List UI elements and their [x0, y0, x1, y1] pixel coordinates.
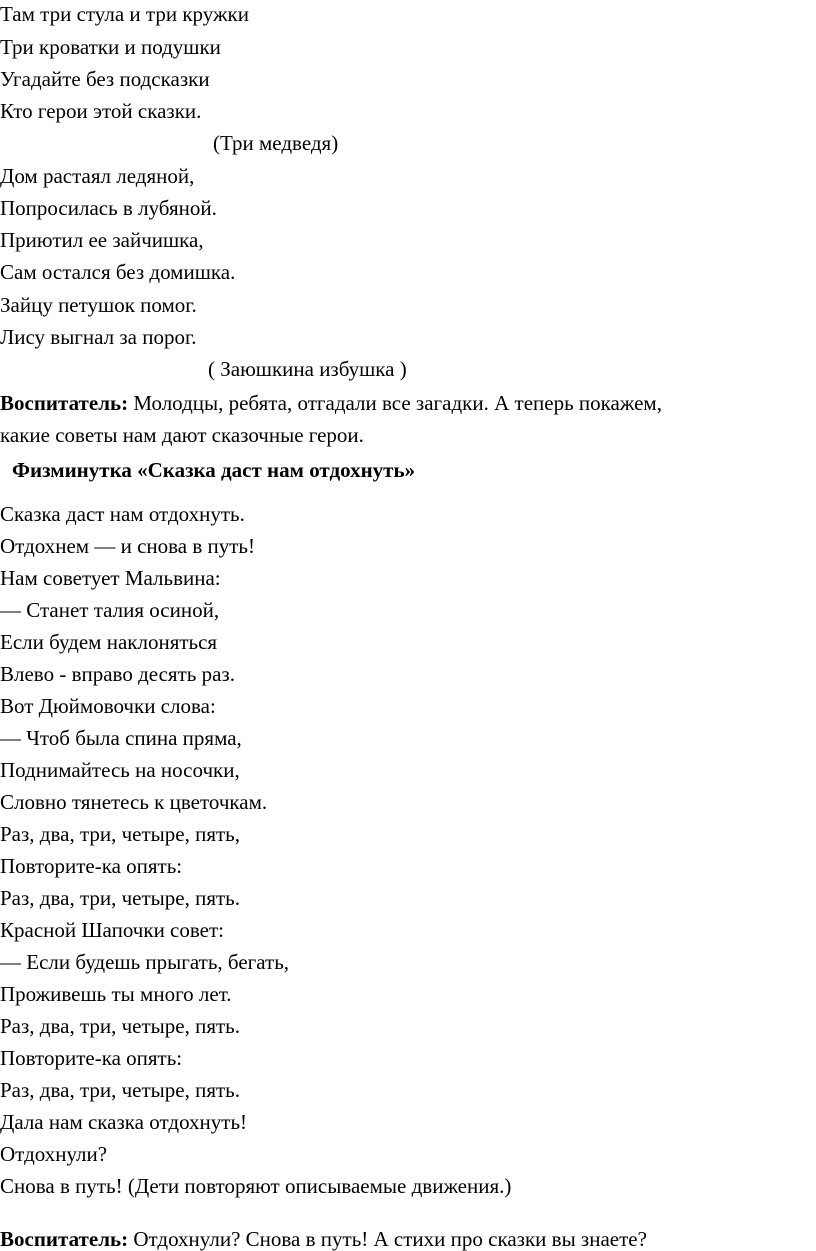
poem-line: Влево - вправо десять раз.: [0, 662, 235, 686]
riddle2-line: Сам остался без домишка.: [0, 260, 236, 284]
poem-line: Словно тянетесь к цветочкам.: [0, 790, 268, 814]
remark-text: Молодцы, ребята, отгадали все загадки. А теперь покажем,: [128, 391, 662, 415]
riddle1-answer: (Три медведя): [213, 131, 339, 155]
poem-line: Дала нам сказка отдохнуть!: [0, 1110, 248, 1134]
poem-line: Отдохнем — и снова в путь!: [0, 534, 255, 558]
poem-line: Сказка даст нам отдохнуть.: [0, 502, 245, 526]
riddle2-line: Лису выгнал за порог.: [0, 325, 197, 349]
poem-line: — Если будешь прыгать, бегать,: [0, 950, 290, 974]
remark-text: Отдохнули? Снова в путь! А стихи про сказки вы знаете?: [128, 1227, 647, 1251]
riddle2-line: Попросилась в лубяной.: [0, 196, 217, 220]
poem-line: Поднимайтесь на носочки,: [0, 758, 240, 782]
poem-line: Проживешь ты много лет.: [0, 982, 232, 1006]
poem-line: Раз, два, три, четыре, пять.: [0, 886, 241, 910]
riddle1-line: Там три стула и три кружки: [0, 2, 249, 26]
remark-text-continued: какие советы нам дают сказочные герои.: [0, 423, 364, 447]
speaker-label: Воспитатель:: [0, 1227, 129, 1251]
riddle1-line: Три кроватки и подушки: [0, 35, 221, 59]
poem-line: Вот Дюймовочки слова:: [0, 694, 216, 718]
poem-line: Повторите-ка опять:: [0, 854, 183, 878]
poem-line: — Станет талия осиной,: [0, 598, 220, 622]
riddle1-line: Угадайте без подсказки: [0, 67, 210, 91]
riddle2-line: Дом растаял ледяной,: [0, 164, 195, 188]
poem-line: Раз, два, три, четыре, пять.: [0, 1014, 241, 1038]
poem-line: Раз, два, три, четыре, пять,: [0, 822, 241, 846]
teacher-remark-1: [0, 391, 662, 415]
teacher-remark-2: [0, 1227, 647, 1251]
poem-line: Нам советует Мальвина:: [0, 566, 221, 590]
riddle2-line: Приютил ее зайчишка,: [0, 228, 204, 252]
riddle1-line: Кто герои этой сказки.: [0, 99, 202, 123]
speaker-label: Воспитатель:: [0, 391, 129, 415]
poem-line: Раз, два, три, четыре, пять.: [0, 1078, 241, 1102]
poem-line: Если будем наклоняться: [0, 630, 218, 654]
poem-line: Красной Шапочки совет:: [0, 918, 224, 942]
riddle2-answer: ( Заюшкина избушка ): [208, 357, 407, 381]
riddle2-line: Зайцу петушок помог.: [0, 293, 197, 317]
poem-line: Отдохнули?: [0, 1142, 108, 1166]
poem-line: — Чтоб была спина пряма,: [0, 726, 242, 750]
section-title: Физминутка «Сказка даст нам отдохнуть»: [12, 458, 416, 482]
poem-line: Повторите-ка опять:: [0, 1046, 183, 1070]
poem-line: Снова в путь! (Дети повторяют описываемые движения.): [0, 1174, 512, 1198]
